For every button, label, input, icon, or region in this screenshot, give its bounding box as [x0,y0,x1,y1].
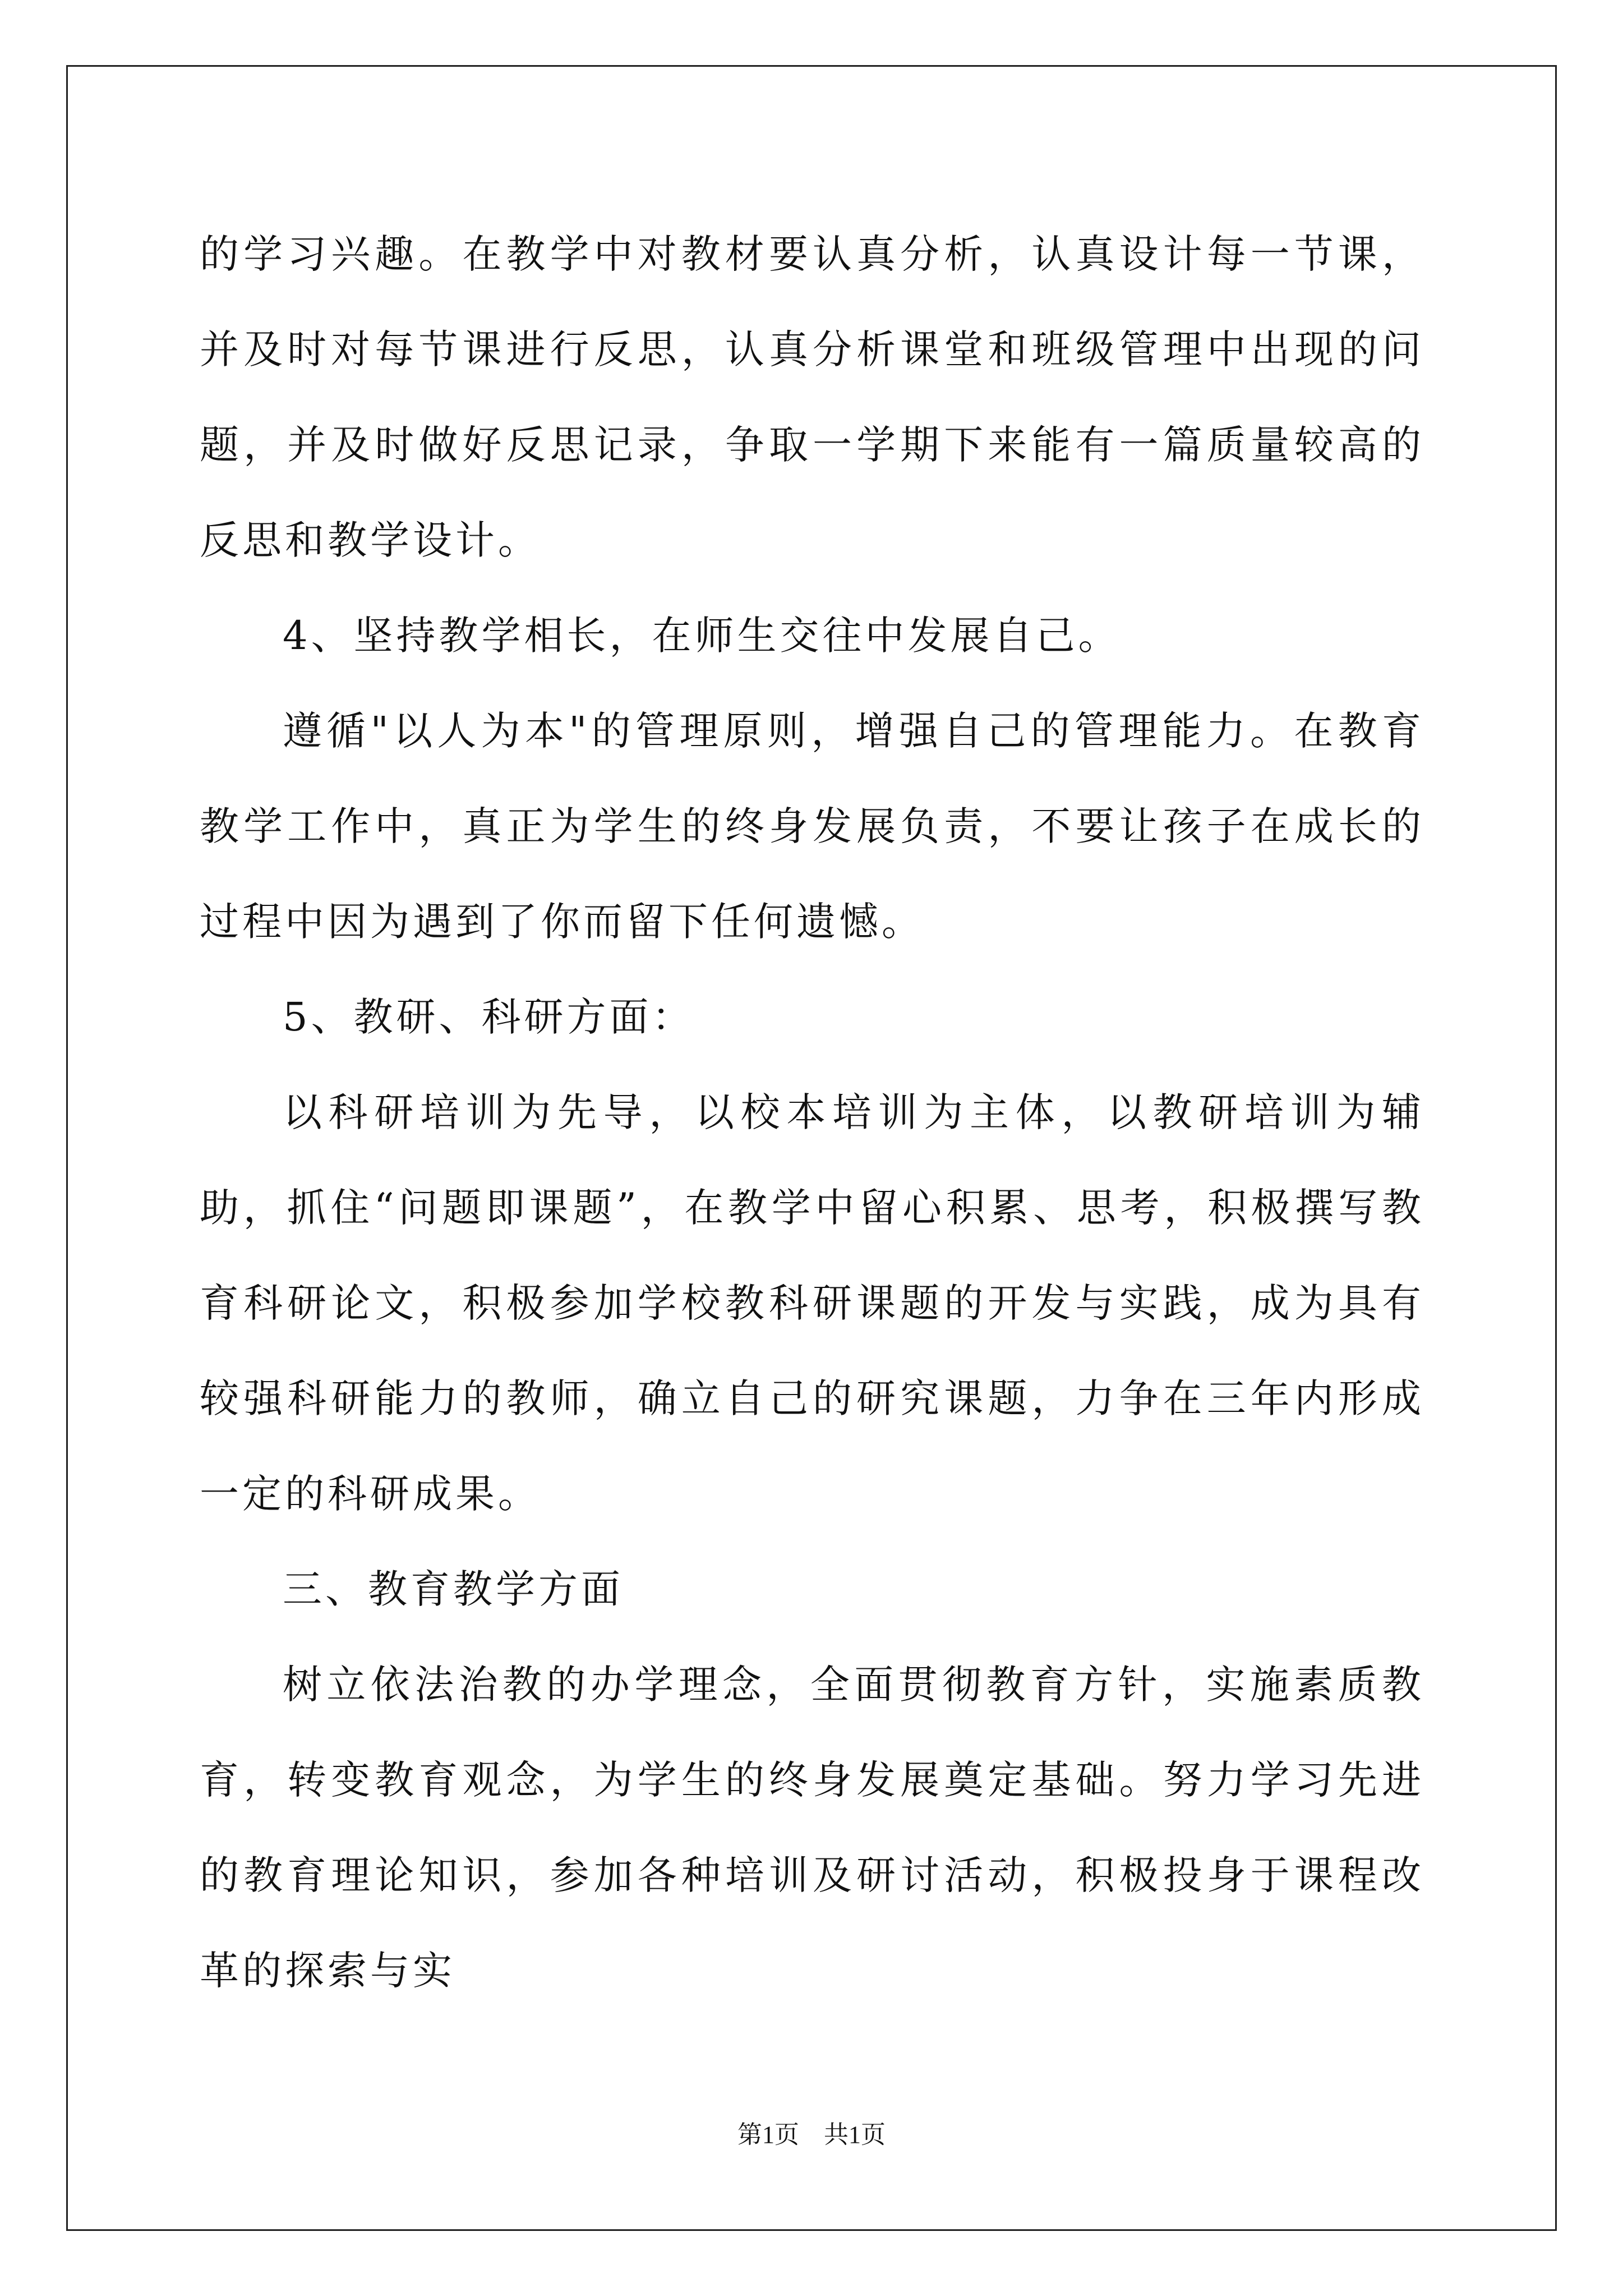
page-footer [0,2118,1623,2152]
page-number: 第1页 [737,2121,799,2148]
paragraph-continuation: 的学习兴趣。在教学中对教材要认真分析，认真设计每一节课，并及时对每节课进行反思，认真分析课堂和班级管理中出现的问题，并及时做好反思记录，争取一学期下来能有一篇质量较高的反思和教学设计。 [200,231,1424,563]
paragraph-management: 遵循"以人为本"的管理原则，增强自己的管理能力。在教育教学工作中，真正为学生的终身发展负责，不要让孩子在成长的过程中因为遇到了你而留下任何遗憾。 [200,708,1424,945]
paragraph-item-5-heading: 5、教研、科研方面： [283,994,695,1040]
paragraph-item-4-heading: 4、坚持教学相长，在师生交往中发展自己。 [283,613,1121,659]
paragraph-research: 以科研培训为先导，以校本培训为主体，以教研培训为辅助，抓住“问题即课题”，在教学中留心积累、思考，积极撰写教育科研论文，积极参加学校教科研课题的开发与实践，成为具有较强科研能力的教师，确立自己的研究课题，力争在三年内形成一定的科研成果。 [200,1089,1424,1517]
document-body [200,206,1424,2018]
paragraph-teaching: 树立依法治教的办学理念，全面贯彻教育方针，实施素质教育，转变教育观念，为学生的终身发展奠定基础。努力学习先进的教育理论知识，参加各种培训及研讨活动，积极投身于课程改革的探索与实 [200,1662,1424,1994]
page-total: 共1页 [824,2121,886,2148]
section-heading-3: 三、教育教学方面 [283,1566,624,1612]
